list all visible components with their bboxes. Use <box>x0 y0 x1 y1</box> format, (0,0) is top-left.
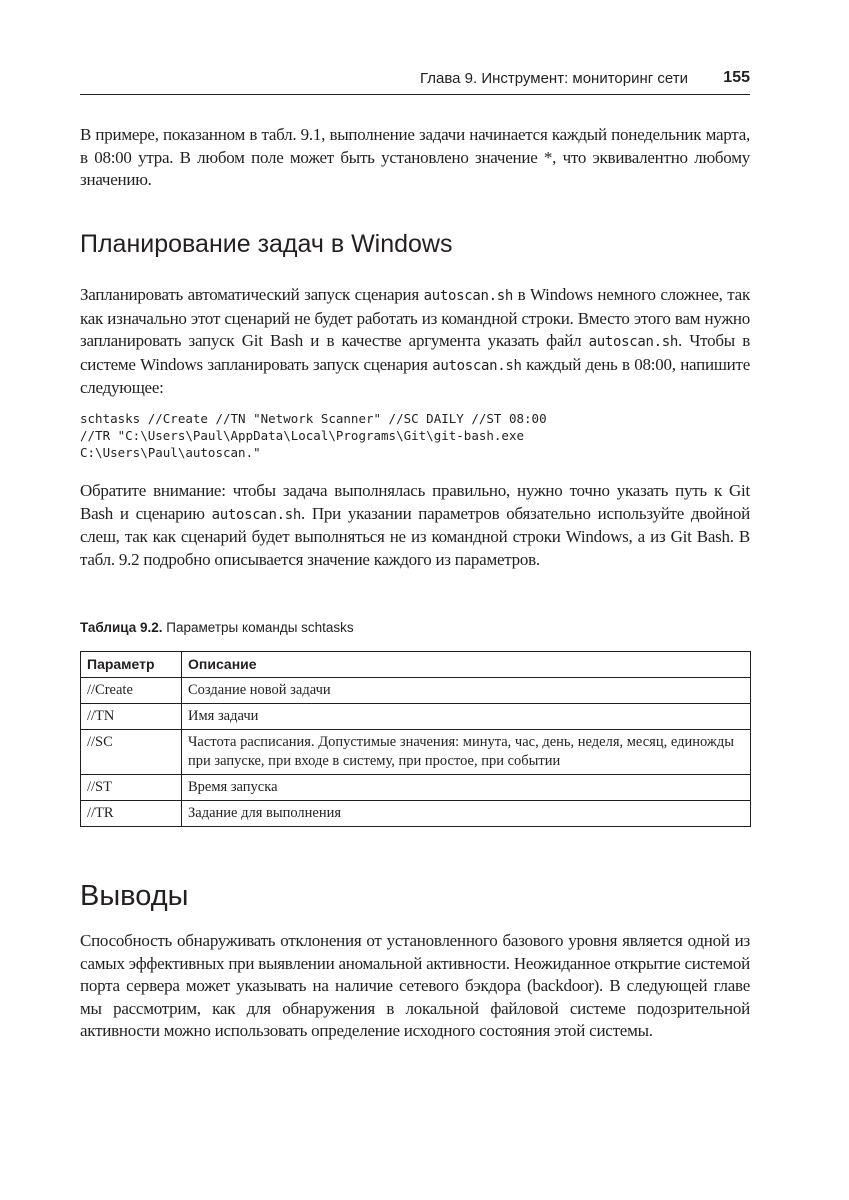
description-cell: Создание новой задачи <box>182 678 751 704</box>
table-header-row <box>81 652 751 678</box>
param-cell: //TR <box>81 801 182 827</box>
header-cell: Параметр <box>81 652 182 678</box>
description-cell: Частота расписания. Допустимые значения: минута, час, день, неделя, месяц, единожды при запуске, при входе в систему, при простое, при событии <box>182 730 751 775</box>
inline-code: autoscan.sh <box>211 506 301 523</box>
table-caption <box>80 620 354 635</box>
text: Обратите внимание: чтобы задача выполнялась правильно, нужно точно указать путь к Git Bash и сценарию <box>80 481 750 523</box>
param-cell: //TN <box>81 704 182 730</box>
intro-paragraph: В примере, показанном в табл. 9.1, выполнение задачи начинается каждый понедельник марта, в 08:00 утра. В любом поле может быть установлено значение *, что эквивалентно любому значению. <box>80 125 750 190</box>
text: . При указании параметров обязательно используйте двойной слеш, так как сценарий будет выполняться не из командной строки Windows, а из Git Bash. В табл. 9.2 подробно описывается значение каждого из параметров. <box>80 503 750 569</box>
running-header <box>80 68 750 95</box>
table-row <box>81 678 751 704</box>
inline-code: autoscan.sh <box>423 288 513 304</box>
windows-paragraph <box>80 284 750 400</box>
code-block: schtasks //Create //TN "Network Scanner" //SC DAILY //ST 08:00 //TR "C:\Users\Paul\AppData\Local\Programs\Git\git-bash.exe C:\Users\Paul\autoscan." <box>80 411 547 460</box>
caption-label: Таблица 9.2. <box>80 620 163 635</box>
parameters-table <box>80 651 751 827</box>
table-row <box>81 704 751 730</box>
table-row <box>81 775 751 801</box>
section-heading-conclusions: Выводы <box>80 880 189 912</box>
section-heading-windows: Планирование задач в Windows <box>80 230 453 258</box>
text: Запланировать автоматический запуск сценария <box>80 285 424 304</box>
description-cell: Время запуска <box>182 775 751 801</box>
inline-code: autoscan.sh <box>432 357 522 374</box>
page-number: 155 <box>723 69 750 86</box>
description-cell: Имя задачи <box>182 704 751 730</box>
param-cell: //SC <box>81 730 182 775</box>
caption-text: Параметры команды schtasks <box>162 620 354 635</box>
inline-code: autoscan.sh <box>588 334 679 351</box>
text: каждый день в 08:00, напишите следующее: <box>80 354 750 398</box>
text: . Чтобы в системе Windows запланировать запуск сценария <box>80 331 750 374</box>
param-cell: //Create <box>81 678 182 704</box>
description-cell: Задание для выполнения <box>182 801 751 827</box>
table-row <box>81 801 751 827</box>
table-row <box>81 730 751 775</box>
param-cell: //ST <box>81 775 182 801</box>
chapter-title: Глава 9. Инструмент: мониторинг сети <box>419 70 688 87</box>
text: в Windows немного сложнее, так как изначально этот сценарий не будет работать из командной строки. Вместо этого вам нужно запланировать запуск Git Bash и в качестве аргумента указать файл <box>80 285 750 351</box>
conclusion-paragraph: Способность обнаруживать отклонения от установленного базового уровня является одной из самых эффективных при выявлении аномальной активности. Неожиданное открытие системой порта сервера может указывать на наличие сетевого бэкдора (backdoor). В следующей главе мы рассмотрим, как для обнаружения в локальной файловой системе подозрительной активности можно использовать определение исходного состояния этой системы. <box>80 931 750 1041</box>
note-paragraph <box>80 480 750 571</box>
header-cell: Описание <box>182 652 751 678</box>
